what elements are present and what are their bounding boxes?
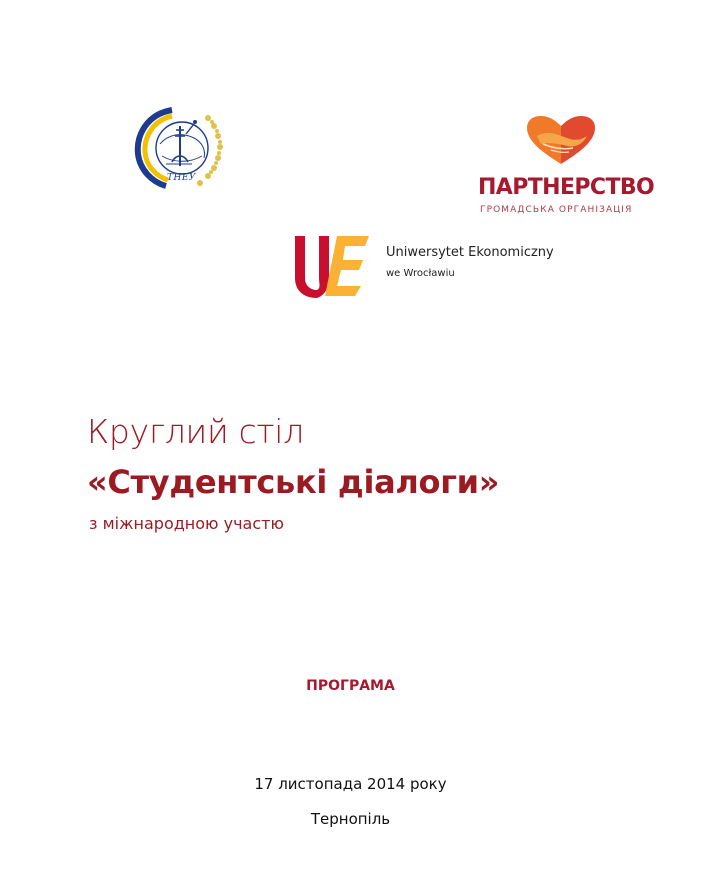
partnerstvo-title: ПАРТНЕРСТВО	[478, 175, 655, 200]
event-city: Тернопіль	[310, 810, 391, 828]
title-student-dialogues: «Студентські діалоги»	[87, 463, 500, 501]
tneu-caption: ТНЕУ	[167, 173, 196, 183]
ue-monogram-icon	[293, 234, 373, 298]
title-round-table: Круглий стіл	[87, 412, 304, 451]
ue-city: we Wrocławiu	[386, 268, 455, 279]
partnerstvo-subtitle: ГРОМАДСЬКА ОРГАНІЗАЦІЯ	[480, 205, 633, 215]
handshake-heart-icon	[523, 114, 599, 166]
ue-name: Uniwersytet Ekonomiczny	[386, 245, 554, 260]
program-label: ПРОГРАМА	[306, 678, 395, 694]
title-international-participation: з міжнародною участю	[89, 514, 284, 533]
event-date: 17 листопада 2014 року	[254, 775, 447, 793]
